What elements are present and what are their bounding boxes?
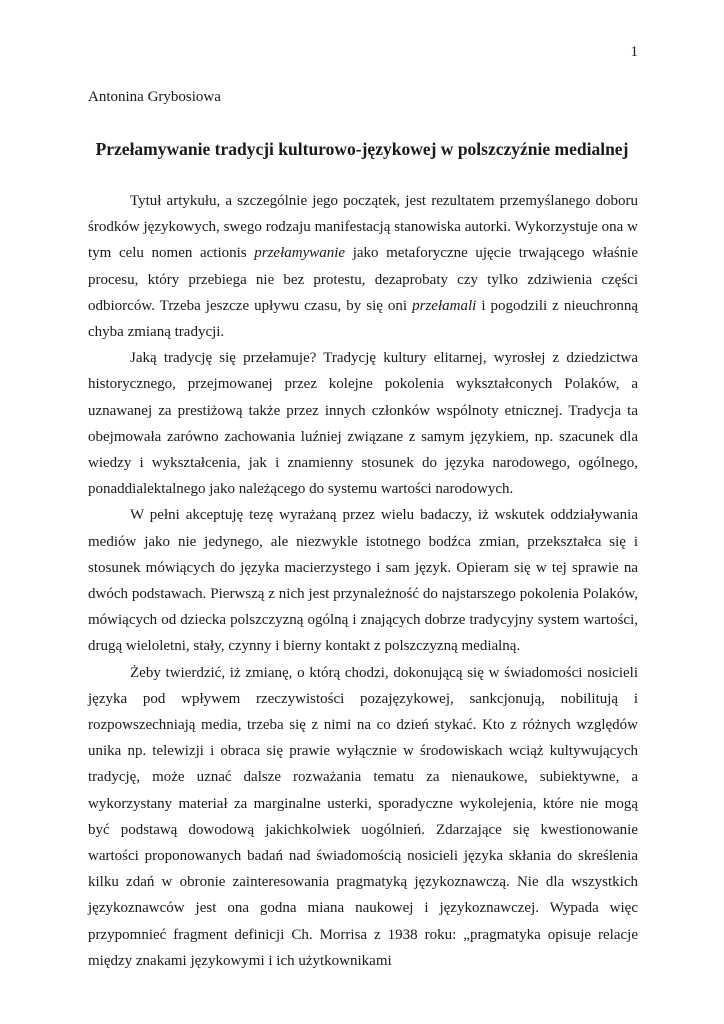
page-number: 1 bbox=[630, 44, 638, 60]
italic-term-przelamali: przełamali bbox=[412, 297, 477, 314]
paragraph-3: W pełni akceptuję tezę wyrażaną przez wielu badaczy, iż wskutek oddziaływania mediów jako nie jedynego, ale niezwykle istotnego bodźca zmian, przekształca się i stosunek mówiących do języka macierzystego i sam język. Opieram się w tej sprawie na dwóch podstawach. Pierwszą z nich jest przynależność do najstarszego pokolenia Polaków, mówiących od dziecka polszczyzną ogólną i znających dobrze tradycyjny system wartości, drugą wieloletni, stały, czynny i bierny kontakt z polszczyzną medialną. bbox=[88, 507, 638, 655]
paragraph-2: Jaką tradycję się przełamuje? Tradycję kultury elitarnej, wyrosłej z dziedzictwa historycznego, przejmowanej przez kolejne pokolenia wykształconych Polaków, a uznawanej za prestiżową także przez innych członków wspólnoty etnicznej. Tradycja ta obejmowała zarówno zachowania luźniej związane z samym językiem, np. szacunek dla wiedzy i wykształcenia, jak i znamienny stosunek do języka narodowego, ogólnego, ponaddialektalnego jako należącego do systemu wartości narodowych. bbox=[88, 350, 638, 498]
author-name: Antonina Grybosiowa bbox=[88, 89, 221, 105]
italic-term-przelamywanie: przełamywanie bbox=[254, 245, 346, 262]
paragraph-1-text-c: i pogodzili z nieuchronną chyba zmianą tradycji. bbox=[88, 297, 639, 341]
paragraph-1-text-a: Tytuł artykułu, a szczególnie jego początek, jest rezultatem przemyślanego doboru środków językowych, swego rodzaju manifestacją stanowiska autorki. Wykorzystuje ona w tym celu nomen actionis bbox=[88, 193, 638, 262]
paragraph-4: Żeby twierdzić, iż zmianę, o którą chodzi, dokonującą się w świadomości nosicieli języka pod wpływem rzeczywistości pozajęzykowej, sankcjonują, nobilitują i rozpowszechniają media, trzeba się z nimi na co dzień stykać. Kto z różnych względów unika np. telewizji i obraca się prawie wyłącznie w środowiskach wciąż kultywujących tradycję, może uznać dalsze rozważania tematu za nienaukowe, subiektywne, a wykorzystany materiał za marginalne usterki, sporadyczne wykolejenia, które nie mogą być podstawą dowodową jakichkolwiek uogólnień. Zdarzające się kwestionowanie wartości proponowanych badań nad świadomością nosicieli języka skłania do skreślenia kilku zdań w obronie zainteresowania pragmatyką językoznawczą. Nie dla wszystkich językoznawców jest ona godna miana naukowej i językoznawczej. Wypada więc przypomnieć fragment definicji Ch. Morrisa z 1938 roku: „pragmatyka opisuje relacje między znakami językowymi i ich użytkownikami bbox=[88, 664, 638, 969]
article-title: Przełamywanie tradycji kulturowo-językowej w polszczyźnie medialnej bbox=[95, 139, 629, 159]
article-body bbox=[88, 188, 638, 974]
paragraph-1 bbox=[88, 188, 638, 345]
paragraph-1-text-b: jako metaforyczne ujęcie trwającego właśnie procesu, który przebiega nie bez protestu, dezaprobaty czy tylko zdziwienia części odbiorców. Trzeba jeszcze upływu czasu, by się oni bbox=[88, 245, 638, 314]
